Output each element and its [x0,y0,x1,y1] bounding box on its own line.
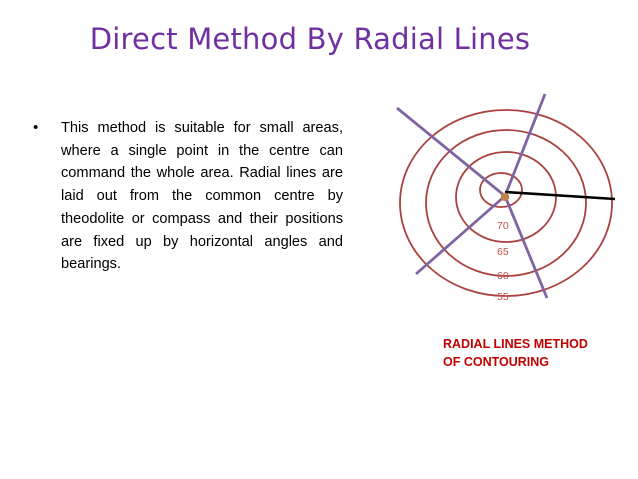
contour-label: 55 [497,291,509,303]
radial-line-upper-left [397,108,505,196]
contour-label: 60 [497,270,509,282]
bullet-marker: • [33,119,39,136]
page-title: Direct Method By Radial Lines [89,22,531,56]
centre-point [501,193,509,201]
caption-line-1: RADIAL LINES METHOD [443,337,588,351]
diagram-caption [443,335,633,371]
radial-line-lower [505,196,547,298]
radial-lines-diagram [395,86,633,316]
contour-ring-inner [480,173,522,207]
caption-line-2: OF CONTOURING [443,355,550,369]
bullet-text: This method is suitable for small areas, where a single point in the centre can command the whole area. Radial lines are laid out from the common centre by theodolite or compass and their positions are fixed up by horizontal angles and bearings. [61,120,343,273]
contour-label: 65 [497,246,509,258]
contour-label: 70 [497,220,509,232]
